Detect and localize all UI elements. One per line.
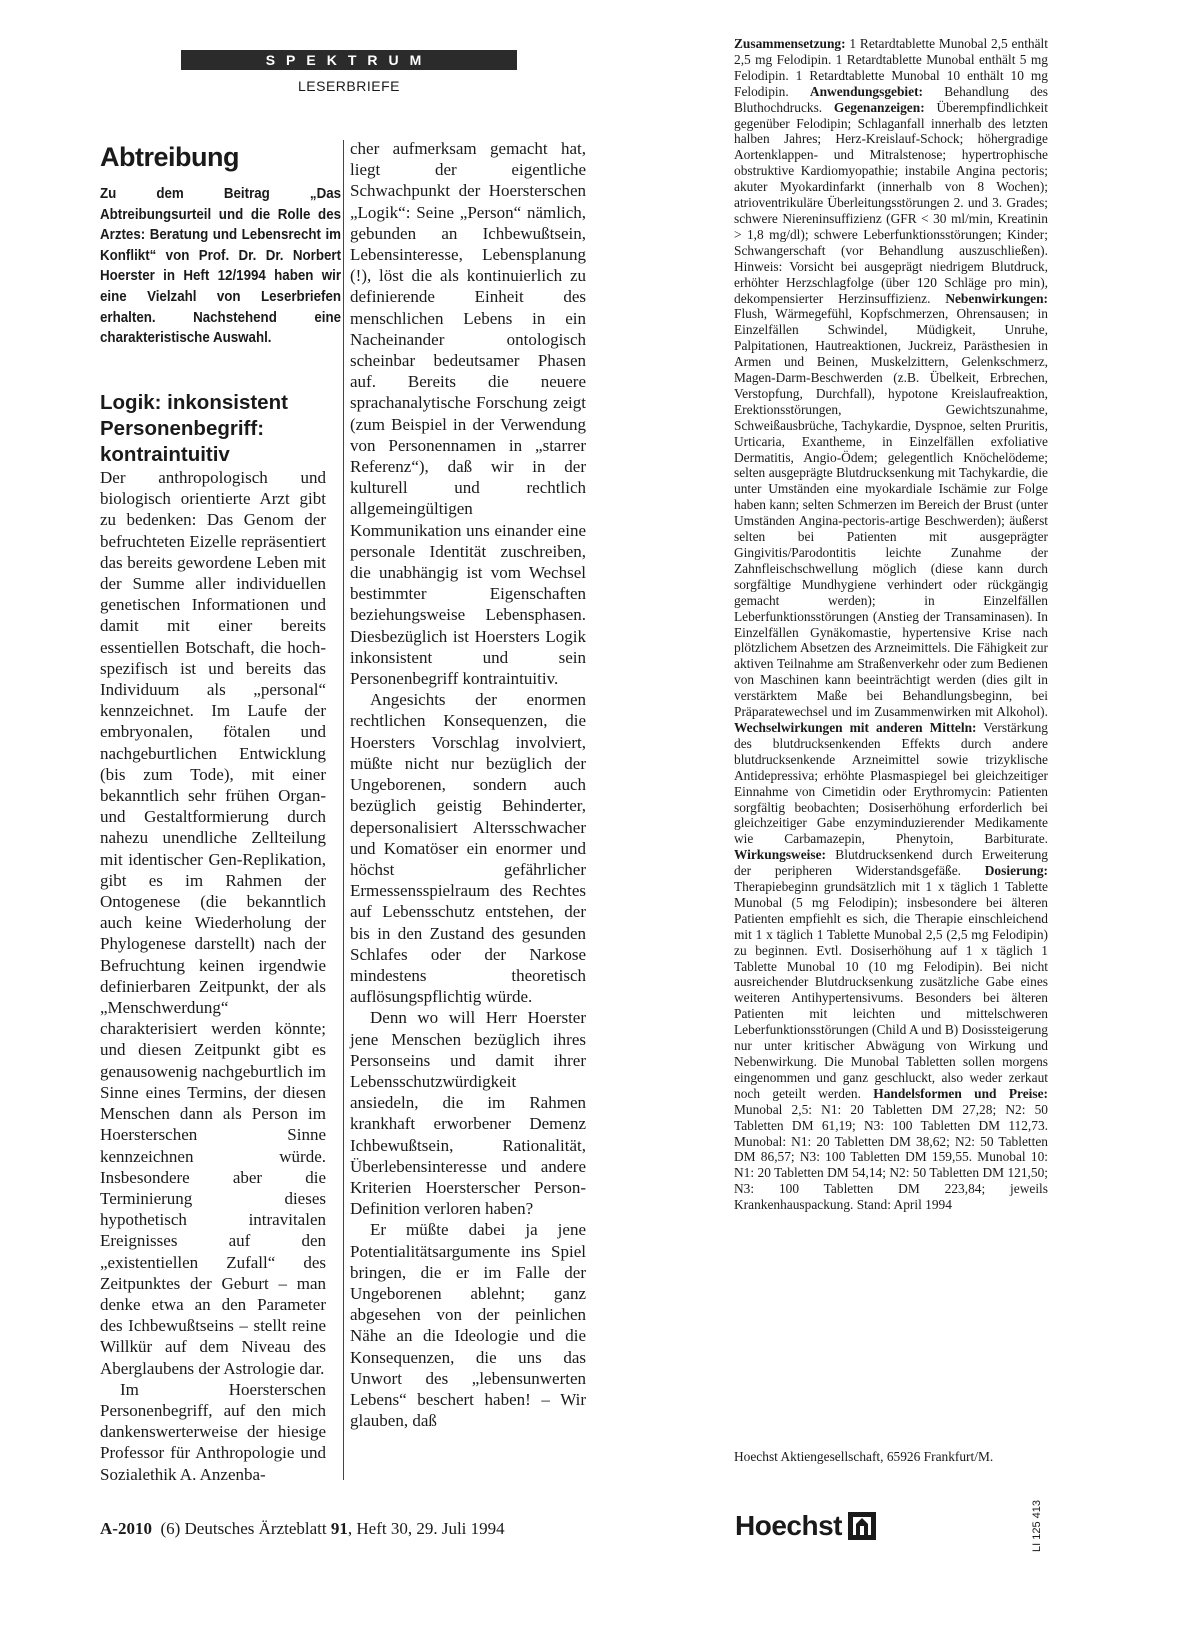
paragraph: Angesichts der enormen rechtlichen Konsequenzen, die Hoersters Vorschlag involviert, müßte nicht nur bezüglich der Ungeborenen, sondern auch bezüglich geistig Behinderter, depersonalisiert Altersschwacher und Komatöser ein enormer und höchst gefährlicher Ermessensspielraum des Rechtes auf Lebensschutz entstehen, der bis in den Zustand des gesunden Schlafes oder der Narkose mindestens theoretisch auflösungspflichtig würde. <box>350 690 586 1007</box>
ad-label: Anwendungsgebiet: <box>809 83 924 99</box>
ad-text: Munobal 2,5: N1: 20 Tabletten DM 27,28; N2: 50 Tabletten DM 61,19; N3: 100 Tabletten DM 112,73. Munobal: N1: 20 Tabletten DM 38,62; N2: 50 Tabletten DM 86,57; N3: 100 Tabletten DM 159,55. Munobal 10: N1: 20 Tabletten DM 54,14; N2: 50 Tabletten DM 121,50; N3: 100 Tabletten DM 223,84; jeweils Krankenhauspackung. Stand: April 1994 <box>734 1101 1048 1213</box>
ad-label: Nebenwirkungen: <box>945 290 1048 306</box>
paragraph: Im Hoersterschen Personenbegriff, auf den mich dankenswerterweise der hiesige Professor für Anthropologie und Sozialethik A. Anzenba- <box>100 1379 326 1484</box>
paragraph: Der anthropologisch und biologisch orientierte Arzt gibt zu bedenken: Das Genom der befruchteten Eizelle repräsentiert das bereits gewordene Leben mit der Summe aller individuellen genetischen Informationen und damit mit einer bereits essentiellen Botschaft, die hoch-spezifisch ist und bereits das Individuum als „personal“ kennzeichnet. Im Laufe der embryonalen, fötalen und nachgeburtlichen Entwicklung (bis zum Tode), mit einer bekanntlich sehr frühen Organ- und Gestaltformierung durch nahezu unendliche Zellteilung mit identischer Gen-Replikation, gibt es im Rahmen der Ontogenese (die bekanntlich auch keine Wiederholung der Phylogenese darstellt) nach der Befruchtung keinen irgendwie definierbaren Zeitpunkt, der als „Menschwerdung“ charakterisiert werden könnte; und diesen Zeitpunkt gibt es genausowenig nachgeburtlich im Sinne eines Termins, der diesen Menschen dann als Person im Hoersterschen Sinne kennzeichnen würde. Insbesondere aber die Terminierung dieses hypothetisch intravitalen Ereignisses auf den „existentiellen Zufall“ des Zeitpunktes der Geburt – man denke etwa an den Parameter des Ichbewußtseins – stellt reine Willkür auf dem Niveau des Aberglaubens der Astrologie dar. <box>100 468 326 1378</box>
citation-volume: 91 <box>330 1519 348 1538</box>
ad-text: Blutdrucksenkend durch Erweiterung der peripheren Widerstandsgefäße. <box>734 847 1048 879</box>
paragraph: cher aufmerksam gemacht hat, liegt der eigentliche Schwachpunkt der Hoersterschen „Logik“: Seine „Person“ nämlich, gebunden an Ichbewußtsein, Lebensinteresse, Lebensplanung (!), löst die als kontinuierlich zu definierende Einheit des menschlichen Lebens in ein Nacheinander ontologisch scheinbar bedeutsamer Phasen auf. Bereits die neuere sprachanalytische Forschung zeigt (zum Beispiel in der Verwendung von Personennamen in „starrer Referenz“), daß wir in der kulturell und rechtlich allgemeingültigen Kommunikation uns einander eine personale Identität zuschreiben, die unabhängig ist vom Wechsel bestimmter Eigenschaften beziehungsweise Lebensphasen. Diesbezüglich ist Hoersters Logik inkonsistent und sein Personenbegriff kontraintuitiv. <box>350 139 586 689</box>
ad-text: 1 Retardtablette Munobal 2,5 enthält 2,5 mg Felodipin. 1 Retardtablette Munobal enthält 5 mg Felodipin. 1 Retardtablette Munobal 10 enthält 10 mg Felodipin. <box>734 36 1048 99</box>
page-number: A-2010 <box>100 1519 152 1538</box>
hoechst-logo-text: Hoechst <box>735 1510 842 1541</box>
ad-label: Gegenanzeigen: <box>833 99 925 115</box>
side-code <box>1028 1482 1044 1552</box>
ad-label: Handelsformen und Preise: <box>873 1085 1048 1101</box>
page-footer <box>100 1519 505 1539</box>
ad-text: Flush, Wärmegefühl, Kopfschmerzen, Ohrensausen; in Einzelfällen Schwindel, Müdigkeit, Unruhe, Palpitationen, Hautreaktionen, Juckreiz, Parästhesien in Armen und Beinen, Muskelzittern, Gelenkschmerz, Magen-Darm-Beschwerden (z.B. Übelkeit, Erbrechen, Verstopfung, Durchfall), hypotone Kreislaufreaktion, Erektionsstörungen, Gewichtszunahme, Schweißausbrüche, Tachykardie, Dyspnoe, selten Pruritis, Urticaria, Exantheme, in Einzelfällen exfoliative Dermatitis, Angio-Ödem; gelegentlich Knöchelödeme; selten ausgeprägte Blutdrucksenkung mit Tachykardie, die unter Umständen eine myokardiale Ischämie zur Folge haben kann; selten Schmerzen im Bereich der Brust (unter Umständen Angina-pectoris-artige Beschwerden); äußerst selten bei Patienten mit ausgeprägter Gingivitis/Parodontitis leichte Zunahme der Zahnfleischschwellung möglich (diese kann durch sorgfältige Mundhygiene verhindert oder rückgängig gemacht werden); in Einzelfällen Leberfunktionsstörungen (Anstieg der Transaminasen). In Einzelfällen Gynäkomastie, hypertensive Krise nach plötzlichem Absetzen des Arzneimittels. Die Fähigkeit zur aktiven Teilnahme am Straßenverkehr oder zum Bedienen von Maschinen kann beeinträchtigt werden (dies gilt in verstärktem Maße bei Behandlungsbeginn, bei Präparatewechsel und im Zusammenwirken mit Alkohol). <box>734 306 1048 720</box>
subsection-label: LESERBRIEFE <box>298 78 400 94</box>
article-column-right <box>350 138 586 1431</box>
article-column-left <box>100 467 326 1485</box>
ad-company-line: Hoechst Aktiengesellschaft, 65926 Frankfurt/M. <box>734 1449 994 1464</box>
hoechst-tower-logo-icon <box>848 1512 876 1540</box>
paragraph: Denn wo will Herr Hoerster jene Menschen bezüglich ihres Personseins und damit ihrer Lebensschutzwürdigkeit ansiedeln, die im Rahmen krankhaft erworbener Demenz Ichbewußtsein, Rationalität, Überlebensinteresse und andere Kriterien Hoersterscher Person-Definition verloren haben? <box>350 1008 586 1219</box>
section-band: SPEKTRUM <box>181 50 517 70</box>
ad-prescribing-info <box>734 36 1048 1213</box>
paragraph: Er müßte dabei ja jene Potentialitätsargumente ins Spiel bringen, die er im Falle der Ungeborenen ablehnt; ganz abgesehen von der peinlichen Nähe an die Ideologie und die Konsequenzen, die uns das Unwort des „lebensunwerten Lebens“ beschert haben! – Wir glauben, daß <box>350 1220 586 1431</box>
column-divider <box>343 140 344 1480</box>
citation-post: , Heft 30, 29. Juli 1994 <box>347 1519 505 1538</box>
ad-label: Wechselwirkungen mit anderen Mitteln: <box>734 719 977 735</box>
ad-label: Zusammensetzung: <box>734 36 846 51</box>
ad-text: Behandlung des Bluthochdrucks. <box>734 83 1049 115</box>
ad-label: Dosierung: <box>984 863 1048 879</box>
ad-text: Therapiebeginn grundsätzlich mit 1 x täglich 1 Tablette Munobal (5 mg Felodipin); insbesondere bei älteren Patienten empfiehlt es sich, die Therapie einschleichend mit 1 x täglich 1 Tablette Munobal 2,5 (2,5 mg Felodipin) zu beginnen. Evtl. Dosiserhöhung auf 1 x täglich 1 Tablette Munobal 10 (10 mg Felodipin). Bei nicht ausreichender Blutdrucksenkung zusätzliche Gabe eines weiteren Antihypertensivums. Besonders bei älteren Patienten mit leichten und mittelschweren Leberfunktionsstörungen (Child A und B) Dosissteigerung nur unter kritischer Abwägung von Wirkung und Nebenwirkung. Die Munobal Tabletten sollen morgens eingenommen und ganz geschluckt, also weder zerkaut noch geteilt werden. <box>734 879 1048 1101</box>
letter-heading: Logik: inkonsistent Personenbegriff: kontraintuitiv <box>100 391 288 466</box>
citation-pre: (6) Deutsches Ärzteblatt <box>160 1519 331 1538</box>
ad-label: Wirkungsweise: <box>734 847 827 863</box>
ad-text: Überempfindlichkeit gegenüber Felodipin; Schlaganfall innerhalb des letzten halben Jahres; Herz-Kreislauf-Schock; höhergradige Aortenklappen- und Mitralstenose; hypertrophische obstruktive Kardiomyopathie; instabile Angina pectoris; akuter Myokardinfarkt (innerhalb von 8 Wochen); atrioventrikuläre Überleitungsstörungen 2. und 3. Grades; schwere Niereninsuffizienz (GFR < 30 ml/min, Kreatinin > 1,8 mg/dl); schwere Leberfunktionsstörungen; Kinder; Schwangerschaft (vor Behandlung auszuschließen). Hinweis: Vorsicht bei ausgeprägt niedrigem Blutdruck, erhöhter Herzschlagfolge (über 120 Schläge pro min), dekompensierter Herzinsuffizienz. <box>734 99 1048 306</box>
article-title: Abtreibung <box>100 142 239 172</box>
ad-text: Verstärkung des blutdrucksenkenden Effekts durch andere blutdrucksenkende Arzneimittel sowie trizyklische Antidepressiva; erhöhte Plasmaspiegel bei gleichzeitiger Einnahme von Cimetidin oder Erythromycin: Patienten sorgfältig beobachten; Dosiserhöhung erforderlich bei gleichzeitiger Gabe enzyminduzierender Medikamente wie Carbamazepin, Phenytoin, Barbiturate. <box>734 719 1048 847</box>
article-intro: Zu dem Beitrag „Das Abtreibungsurteil und die Rolle des Arztes: Beratung und Lebensrecht im Konflikt“ von Prof. Dr. Dr. Norbert Hoerster in Heft 12/1994 haben wir eine Vielzahl von Leserbriefen erhalten. Nachstehend eine charakteristische Auswahl. <box>100 186 342 347</box>
side-code-text: LI 125 413 <box>1031 1500 1043 1552</box>
